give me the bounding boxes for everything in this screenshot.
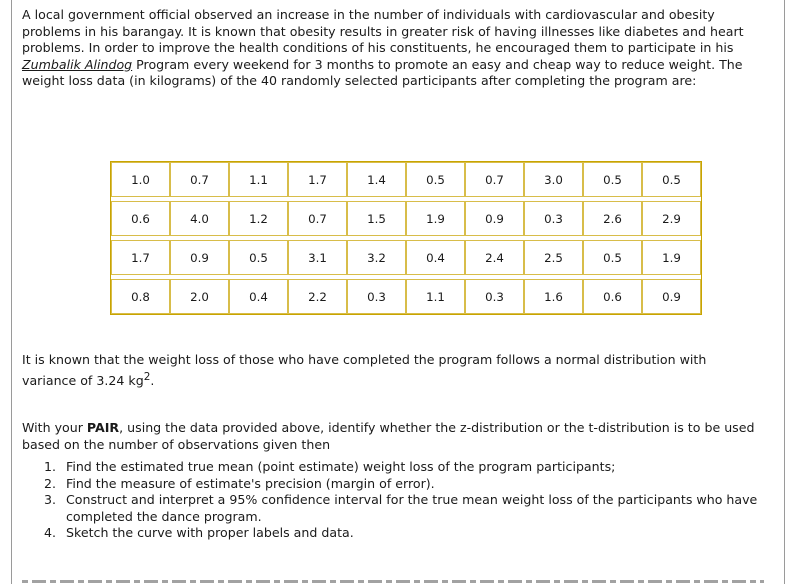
table-cell: 1.6 xyxy=(524,279,583,314)
table-cell: 0.6 xyxy=(583,279,642,314)
table-cell: 0.4 xyxy=(229,279,288,314)
table-cell: 2.5 xyxy=(524,240,583,275)
task-text: Sketch the curve with proper labels and data. xyxy=(66,525,354,541)
table-cell: 1.9 xyxy=(406,201,465,236)
table-row xyxy=(111,279,701,314)
table-cell: 0.3 xyxy=(465,279,524,314)
table-cell: 1.1 xyxy=(406,279,465,314)
table-cell: 0.5 xyxy=(583,162,642,197)
task-text: Find the measure of estimate's precision (margin of error). xyxy=(66,475,435,491)
task-item xyxy=(44,492,764,525)
task-item xyxy=(44,525,764,542)
task-number: 4. xyxy=(44,525,57,541)
task-text: Find the estimated true mean (point estimate) weight loss of the program participants; xyxy=(66,459,616,474)
intro-paragraph xyxy=(22,7,764,90)
table-cell: 3.0 xyxy=(524,162,583,197)
task-item xyxy=(44,459,764,476)
table-cell: 1.7 xyxy=(111,240,170,275)
pair-instructions xyxy=(22,420,764,453)
table-cell: 0.3 xyxy=(347,279,406,314)
task-number: 3. xyxy=(44,492,57,508)
table-cell: 1.4 xyxy=(347,162,406,197)
pair-rest: , using the data provided above, identify whether the z-distribution or the t-distribution is to be used based on the number of observations given then xyxy=(22,420,755,452)
table-cell: 0.9 xyxy=(465,201,524,236)
table-row xyxy=(111,162,701,197)
table-cell: 1.5 xyxy=(347,201,406,236)
task-number: 2. xyxy=(44,475,57,491)
table-cell: 2.4 xyxy=(465,240,524,275)
pair-lead: With your xyxy=(22,420,87,435)
task-list xyxy=(44,459,764,542)
table-cell: 1.2 xyxy=(229,201,288,236)
task-item xyxy=(44,476,764,493)
table-cell: 0.7 xyxy=(170,162,229,197)
table-cell: 2.9 xyxy=(642,201,701,236)
table-cell: 0.3 xyxy=(524,201,583,236)
table-cell: 0.9 xyxy=(642,279,701,314)
table-cell: 2.6 xyxy=(583,201,642,236)
cut-off-text-line xyxy=(22,578,764,584)
table-cell: 1.7 xyxy=(288,162,347,197)
intro-text-before: A local government official observed an increase in the number of individuals with cardiovascular and obesity problems in his barangay. It is known that obesity results in greater risk of having illnesses like diabetes and heart problems. In order to improve the health conditions of his constituents, he encouraged them to participate in his xyxy=(22,7,744,56)
table-cell: 3.2 xyxy=(347,240,406,275)
task-text: Construct and interpret a 95% confidence interval for the true mean weight loss of the participants who have completed the dance program. xyxy=(66,492,758,524)
intro-text-after: Program every weekend for 3 months to promote an easy and cheap way to reduce weight. The weight loss data (in kilograms) of the 40 randomly selected participants after completing the program are: xyxy=(22,56,743,89)
table-cell: 1.0 xyxy=(111,162,170,197)
table-cell: 2.0 xyxy=(170,279,229,314)
table-cell: 3.1 xyxy=(288,240,347,275)
table-cell: 0.7 xyxy=(465,162,524,197)
program-name: Zumbalik Alindog xyxy=(22,56,133,72)
table-cell: 4.0 xyxy=(170,201,229,236)
distribution-period: . xyxy=(150,372,155,388)
table-cell: 0.5 xyxy=(583,240,642,275)
weight-loss-table xyxy=(110,161,702,315)
distribution-paragraph xyxy=(22,352,764,389)
pair-bold: PAIR xyxy=(86,420,120,435)
table-cell: 0.5 xyxy=(642,162,701,197)
task-number: 1. xyxy=(44,459,57,474)
table-cell: 0.5 xyxy=(406,162,465,197)
table-cell: 1.9 xyxy=(642,240,701,275)
distribution-text: It is known that the weight loss of those who have completed the program follows a normal distribution with variance of 3.24 kg xyxy=(22,352,707,388)
table-cell: 0.7 xyxy=(288,201,347,236)
squared-superscript: 2 xyxy=(143,370,151,383)
table-cell: 0.5 xyxy=(229,240,288,275)
table-cell: 0.8 xyxy=(111,279,170,314)
table-cell: 0.4 xyxy=(406,240,465,275)
table-row xyxy=(111,201,701,236)
table-cell: 2.2 xyxy=(288,279,347,314)
table-cell: 0.6 xyxy=(111,201,170,236)
table-cell: 1.1 xyxy=(229,162,288,197)
table-row xyxy=(111,240,701,275)
table-cell: 0.9 xyxy=(170,240,229,275)
